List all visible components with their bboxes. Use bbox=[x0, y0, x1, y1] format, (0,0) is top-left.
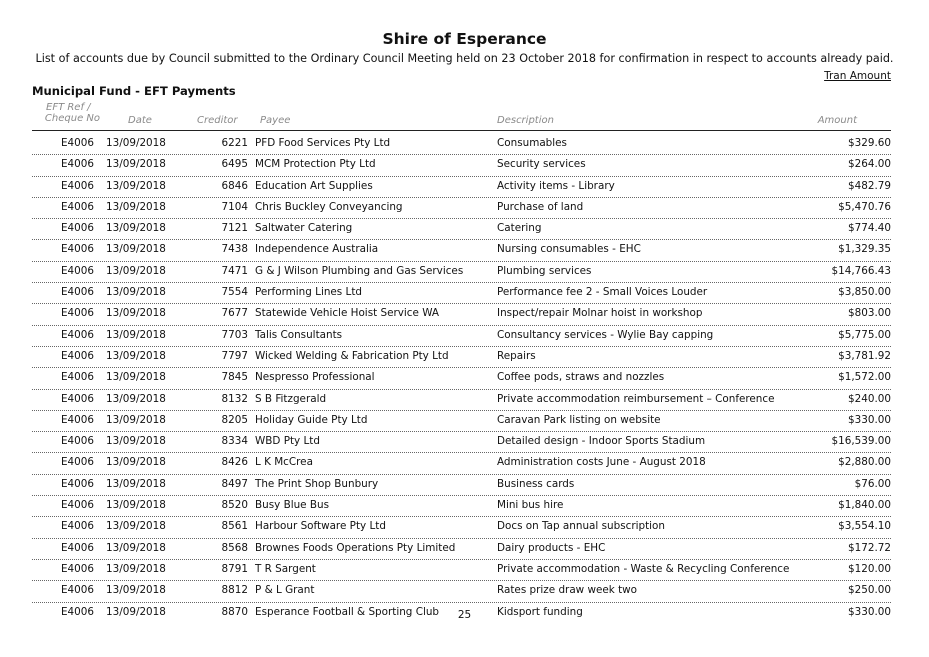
description-cell: Rates prize draw week two bbox=[497, 584, 638, 597]
ref-cell: E4006 bbox=[60, 179, 94, 192]
amount-cell: $803.00 bbox=[848, 307, 891, 320]
creditor-cell: 8132 bbox=[221, 392, 248, 405]
date-cell: 13/09/2018 bbox=[106, 413, 166, 426]
col-header-description: Description bbox=[497, 115, 554, 126]
description-cell: Nursing consumables - EHC bbox=[497, 243, 641, 256]
table-row bbox=[32, 304, 891, 325]
table-row bbox=[32, 496, 891, 517]
date-cell: 13/09/2018 bbox=[106, 520, 166, 533]
table-row bbox=[32, 240, 891, 261]
payee-cell: L K McCrea bbox=[255, 456, 313, 469]
ref-cell: E4006 bbox=[60, 243, 94, 256]
amount-cell: $1,840.00 bbox=[838, 499, 891, 512]
col-header-payee: Payee bbox=[260, 115, 291, 126]
ref-cell: E4006 bbox=[60, 477, 94, 490]
ref-cell: E4006 bbox=[60, 499, 94, 512]
table-row bbox=[32, 219, 891, 240]
description-cell: Repairs bbox=[497, 349, 536, 362]
table-row bbox=[32, 177, 891, 198]
description-cell: Catering bbox=[497, 222, 542, 235]
description-cell: Mini bus hire bbox=[497, 499, 564, 512]
ref-cell: E4006 bbox=[60, 392, 94, 405]
col-header-ref-line1: EFT Ref / bbox=[46, 102, 91, 113]
description-cell: Detailed design - Indoor Sports Stadium bbox=[497, 435, 706, 448]
table-row bbox=[32, 517, 891, 538]
page-subtitle: List of accounts due by Council submitted to the Ordinary Council Meeting held on 23 October 2018 for confirmation in respect to accounts already paid. bbox=[35, 52, 894, 65]
creditor-cell: 8334 bbox=[221, 435, 248, 448]
amount-cell: $264.00 bbox=[848, 158, 891, 171]
amount-cell: $3,850.00 bbox=[838, 286, 891, 299]
table-row bbox=[32, 134, 891, 155]
amount-cell: $120.00 bbox=[848, 562, 891, 575]
creditor-cell: 8561 bbox=[221, 520, 248, 533]
ref-cell: E4006 bbox=[60, 307, 94, 320]
amount-cell: $1,329.35 bbox=[838, 243, 891, 256]
amount-cell: $774.40 bbox=[848, 222, 891, 235]
date-cell: 13/09/2018 bbox=[106, 137, 166, 149]
payments-table bbox=[32, 134, 891, 623]
amount-cell: $76.00 bbox=[854, 477, 891, 490]
date-cell: 13/09/2018 bbox=[106, 179, 166, 192]
amount-cell: $5,470.76 bbox=[838, 200, 891, 213]
creditor-cell: 7703 bbox=[221, 328, 248, 341]
date-cell: 13/09/2018 bbox=[106, 243, 166, 256]
date-cell: 13/09/2018 bbox=[106, 605, 166, 618]
page-number: 25 bbox=[457, 609, 472, 621]
col-header-ref-line2: Cheque No bbox=[44, 113, 100, 124]
amount-cell: $5,775.00 bbox=[838, 328, 891, 341]
table-row bbox=[32, 390, 891, 411]
payee-cell: Talis Consultants bbox=[255, 328, 343, 341]
tran-amount-label: Tran Amount bbox=[824, 70, 891, 82]
ref-cell: E4006 bbox=[60, 328, 94, 341]
header-divider bbox=[32, 130, 891, 131]
table-row bbox=[32, 347, 891, 368]
amount-cell: $1,572.00 bbox=[838, 371, 891, 384]
table-row bbox=[32, 453, 891, 474]
creditor-cell: 7845 bbox=[221, 371, 248, 384]
ref-cell: E4006 bbox=[60, 562, 94, 575]
amount-cell: $172.72 bbox=[848, 541, 891, 554]
payee-cell: Performing Lines Ltd bbox=[255, 286, 362, 299]
table-row bbox=[32, 411, 891, 432]
payee-cell: Busy Blue Bus bbox=[255, 499, 330, 512]
amount-cell: $14,766.43 bbox=[831, 264, 891, 277]
description-cell: Administration costs June - August 2018 bbox=[497, 456, 706, 469]
ref-cell: E4006 bbox=[60, 605, 94, 618]
date-cell: 13/09/2018 bbox=[106, 562, 166, 575]
date-cell: 13/09/2018 bbox=[106, 307, 166, 320]
creditor-cell: 8426 bbox=[221, 456, 248, 469]
ref-cell: E4006 bbox=[60, 371, 94, 384]
date-cell: 13/09/2018 bbox=[106, 392, 166, 405]
ref-cell: E4006 bbox=[60, 222, 94, 235]
creditor-cell: 7677 bbox=[221, 307, 248, 320]
creditor-cell: 7121 bbox=[221, 222, 248, 235]
amount-cell: $3,781.92 bbox=[838, 349, 891, 362]
payee-cell: Saltwater Catering bbox=[255, 222, 353, 235]
table-row bbox=[32, 326, 891, 347]
payee-cell: Nespresso Professional bbox=[255, 371, 375, 384]
table-row bbox=[32, 539, 891, 560]
payee-cell: PFD Food Services Pty Ltd bbox=[255, 137, 391, 149]
amount-cell: $2,880.00 bbox=[838, 456, 891, 469]
date-cell: 13/09/2018 bbox=[106, 456, 166, 469]
creditor-cell: 8791 bbox=[221, 562, 248, 575]
description-cell: Security services bbox=[497, 158, 586, 171]
ref-cell: E4006 bbox=[60, 541, 94, 554]
ref-cell: E4006 bbox=[60, 286, 94, 299]
table-row bbox=[32, 198, 891, 219]
creditor-cell: 6221 bbox=[221, 137, 248, 149]
ref-cell: E4006 bbox=[60, 413, 94, 426]
amount-cell: $330.00 bbox=[848, 413, 891, 426]
table-row bbox=[32, 155, 891, 176]
payee-cell: WBD Pty Ltd bbox=[255, 435, 320, 448]
date-cell: 13/09/2018 bbox=[106, 158, 166, 171]
col-header-date: Date bbox=[128, 115, 152, 126]
payee-cell: P & L Grant bbox=[255, 584, 315, 597]
ref-cell: E4006 bbox=[60, 435, 94, 448]
payee-cell: The Print Shop Bunbury bbox=[255, 477, 379, 490]
payee-cell: Statewide Vehicle Hoist Service WA bbox=[255, 307, 440, 320]
date-cell: 13/09/2018 bbox=[106, 371, 166, 384]
payee-cell: Wicked Welding & Fabrication Pty Ltd bbox=[255, 349, 449, 362]
date-cell: 13/09/2018 bbox=[106, 477, 166, 490]
ref-cell: E4006 bbox=[60, 264, 94, 277]
amount-cell: $16,539.00 bbox=[831, 435, 891, 448]
ref-cell: E4006 bbox=[60, 456, 94, 469]
date-cell: 13/09/2018 bbox=[106, 435, 166, 448]
date-cell: 13/09/2018 bbox=[106, 541, 166, 554]
date-cell: 13/09/2018 bbox=[106, 328, 166, 341]
creditor-cell: 8812 bbox=[221, 584, 248, 597]
table-row bbox=[32, 581, 891, 602]
creditor-cell: 8870 bbox=[221, 605, 248, 618]
creditor-cell: 7797 bbox=[221, 349, 248, 362]
description-cell: Docs on Tap annual subscription bbox=[497, 520, 665, 533]
creditor-cell: 7104 bbox=[221, 200, 248, 213]
payee-cell: Independence Australia bbox=[255, 243, 379, 256]
payee-cell: T R Sargent bbox=[255, 562, 316, 575]
amount-cell: $250.00 bbox=[848, 584, 891, 597]
ref-cell: E4006 bbox=[60, 520, 94, 533]
ref-cell: E4006 bbox=[60, 158, 94, 171]
date-cell: 13/09/2018 bbox=[106, 349, 166, 362]
creditor-cell: 7471 bbox=[221, 264, 248, 277]
description-cell: Private accommodation reimbursement – Conference bbox=[497, 392, 775, 405]
creditor-cell: 8520 bbox=[221, 499, 248, 512]
description-cell: Caravan Park listing on website bbox=[497, 413, 661, 426]
description-cell: Consultancy services - Wylie Bay capping bbox=[497, 328, 714, 341]
date-cell: 13/09/2018 bbox=[106, 499, 166, 512]
creditor-cell: 7438 bbox=[221, 243, 248, 256]
description-cell: Activity items - Library bbox=[497, 179, 615, 192]
description-cell: Purchase of land bbox=[497, 200, 584, 213]
description-cell: Kidsport funding bbox=[497, 605, 583, 618]
amount-cell: $482.79 bbox=[848, 179, 891, 192]
section-heading: Municipal Fund - EFT Payments bbox=[32, 84, 236, 98]
date-cell: 13/09/2018 bbox=[106, 584, 166, 597]
table-row bbox=[32, 262, 891, 283]
table-row bbox=[32, 475, 891, 496]
description-cell: Business cards bbox=[497, 477, 575, 490]
ref-cell: E4006 bbox=[60, 200, 94, 213]
description-cell: Inspect/repair Molnar hoist in workshop bbox=[497, 307, 703, 320]
date-cell: 13/09/2018 bbox=[106, 222, 166, 235]
payee-cell: Chris Buckley Conveyancing bbox=[255, 200, 403, 213]
payee-cell: Brownes Foods Operations Pty Limited bbox=[255, 541, 456, 554]
page-title: Shire of Esperance bbox=[382, 30, 547, 48]
description-cell: Plumbing services bbox=[497, 264, 592, 277]
amount-cell: $330.00 bbox=[848, 605, 891, 618]
payee-cell: Holiday Guide Pty Ltd bbox=[255, 413, 368, 426]
ref-cell: E4006 bbox=[60, 584, 94, 597]
creditor-cell: 8205 bbox=[221, 413, 248, 426]
table-row bbox=[32, 432, 891, 453]
col-header-creditor: Creditor bbox=[197, 115, 238, 126]
col-header-amount: Amount bbox=[817, 115, 857, 126]
amount-cell: $240.00 bbox=[848, 392, 891, 405]
payee-cell: Harbour Software Pty Ltd bbox=[255, 520, 386, 533]
description-cell: Consumables bbox=[497, 137, 567, 149]
creditor-cell: 7554 bbox=[221, 286, 248, 299]
date-cell: 13/09/2018 bbox=[106, 264, 166, 277]
ref-cell: E4006 bbox=[60, 349, 94, 362]
creditor-cell: 6495 bbox=[221, 158, 248, 171]
date-cell: 13/09/2018 bbox=[106, 200, 166, 213]
table-row bbox=[32, 283, 891, 304]
amount-cell: $329.60 bbox=[848, 137, 891, 149]
table-row bbox=[32, 560, 891, 581]
creditor-cell: 6846 bbox=[221, 179, 248, 192]
payee-cell: Esperance Football & Sporting Club bbox=[255, 605, 440, 618]
description-cell: Dairy products - EHC bbox=[497, 541, 606, 554]
payee-cell: G & J Wilson Plumbing and Gas Services bbox=[255, 264, 464, 277]
payee-cell: Education Art Supplies bbox=[255, 179, 373, 192]
amount-cell: $3,554.10 bbox=[838, 520, 891, 533]
col-header-ref bbox=[38, 102, 100, 124]
ref-cell: E4006 bbox=[60, 137, 94, 149]
date-cell: 13/09/2018 bbox=[106, 286, 166, 299]
creditor-cell: 8568 bbox=[221, 541, 248, 554]
payee-cell: S B Fitzgerald bbox=[255, 392, 327, 405]
description-cell: Performance fee 2 - Small Voices Louder bbox=[497, 286, 708, 299]
description-cell: Private accommodation - Waste & Recycling Conference bbox=[497, 562, 790, 575]
creditor-cell: 8497 bbox=[221, 477, 248, 490]
payee-cell: MCM Protection Pty Ltd bbox=[255, 158, 376, 171]
description-cell: Coffee pods, straws and nozzles bbox=[497, 371, 665, 384]
table-row bbox=[32, 368, 891, 389]
